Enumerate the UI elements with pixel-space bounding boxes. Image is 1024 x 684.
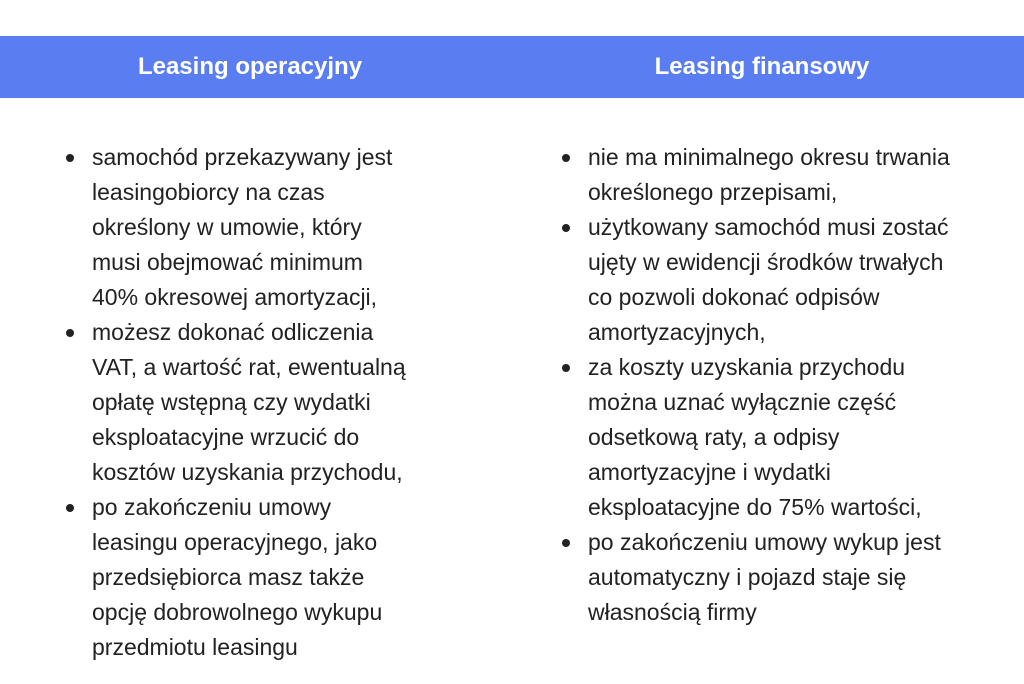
line: można uznać wyłącznie część <box>588 389 897 415</box>
line: co pozwoli dokonać odpisów <box>588 284 880 310</box>
column-title-operating-leasing: Leasing operacyjny <box>137 53 363 80</box>
line: musi obejmować minimum <box>92 249 363 275</box>
line: własnością firmy <box>588 599 757 625</box>
line: kosztów uzyskania przychodu, <box>92 459 403 485</box>
line: nie ma minimalnego okresu trwania <box>588 144 950 170</box>
line: automatyczny i pojazd staje się <box>588 564 907 590</box>
bullet-icon <box>562 154 570 162</box>
list-item <box>64 490 464 665</box>
line: 40% okresowej amortyzacji, <box>92 284 378 310</box>
line: przedmiotu leasingu <box>92 634 298 660</box>
line: samochód przekazywany jest <box>92 144 393 170</box>
line: możesz dokonać odliczenia <box>92 319 374 345</box>
column-title-financial-leasing: Leasing finansowy <box>654 53 870 80</box>
financial-leasing-list <box>560 140 1022 630</box>
bullet-icon <box>66 329 74 337</box>
line: eksploatacyjne wrzucić do <box>92 424 360 450</box>
line: leasingobiorcy na czas <box>92 179 325 205</box>
line: przedsiębiorca masz także <box>92 564 365 590</box>
line: po zakończeniu umowy wykup jest <box>588 529 941 555</box>
bullet-icon <box>562 539 570 547</box>
line: ujęty w ewidencji środków trwałych <box>588 249 944 275</box>
line: VAT, a wartość rat, ewentualną <box>92 354 406 380</box>
operating-leasing-list <box>64 140 464 665</box>
bullet-icon <box>562 224 570 232</box>
list-item <box>64 140 464 315</box>
list-item <box>560 140 1022 210</box>
list-item <box>560 350 1022 525</box>
bullet-icon <box>66 504 74 512</box>
bullet-icon <box>66 154 74 162</box>
list-item <box>64 315 464 490</box>
line: użytkowany samochód musi zostać <box>588 214 949 240</box>
line: amortyzacyjnych, <box>588 319 766 345</box>
line: eksploatacyjne do 75% wartości, <box>588 494 922 520</box>
line: amortyzacyjne i wydatki <box>588 459 831 485</box>
list-item <box>560 525 1022 630</box>
bullet-icon <box>562 364 570 372</box>
line: po zakończeniu umowy <box>92 494 332 520</box>
line: określony w umowie, który <box>92 214 362 240</box>
line: opcję dobrowolnego wykupu <box>92 599 383 625</box>
line: odsetkową raty, a odpisy <box>588 424 840 450</box>
line: leasingu operacyjnego, jako <box>92 529 378 555</box>
list-item <box>560 210 1022 350</box>
line: opłatę wstępną czy wydatki <box>92 389 371 415</box>
line: określonego przepisami, <box>588 179 838 205</box>
line: za koszty uzyskania przychodu <box>588 354 906 380</box>
